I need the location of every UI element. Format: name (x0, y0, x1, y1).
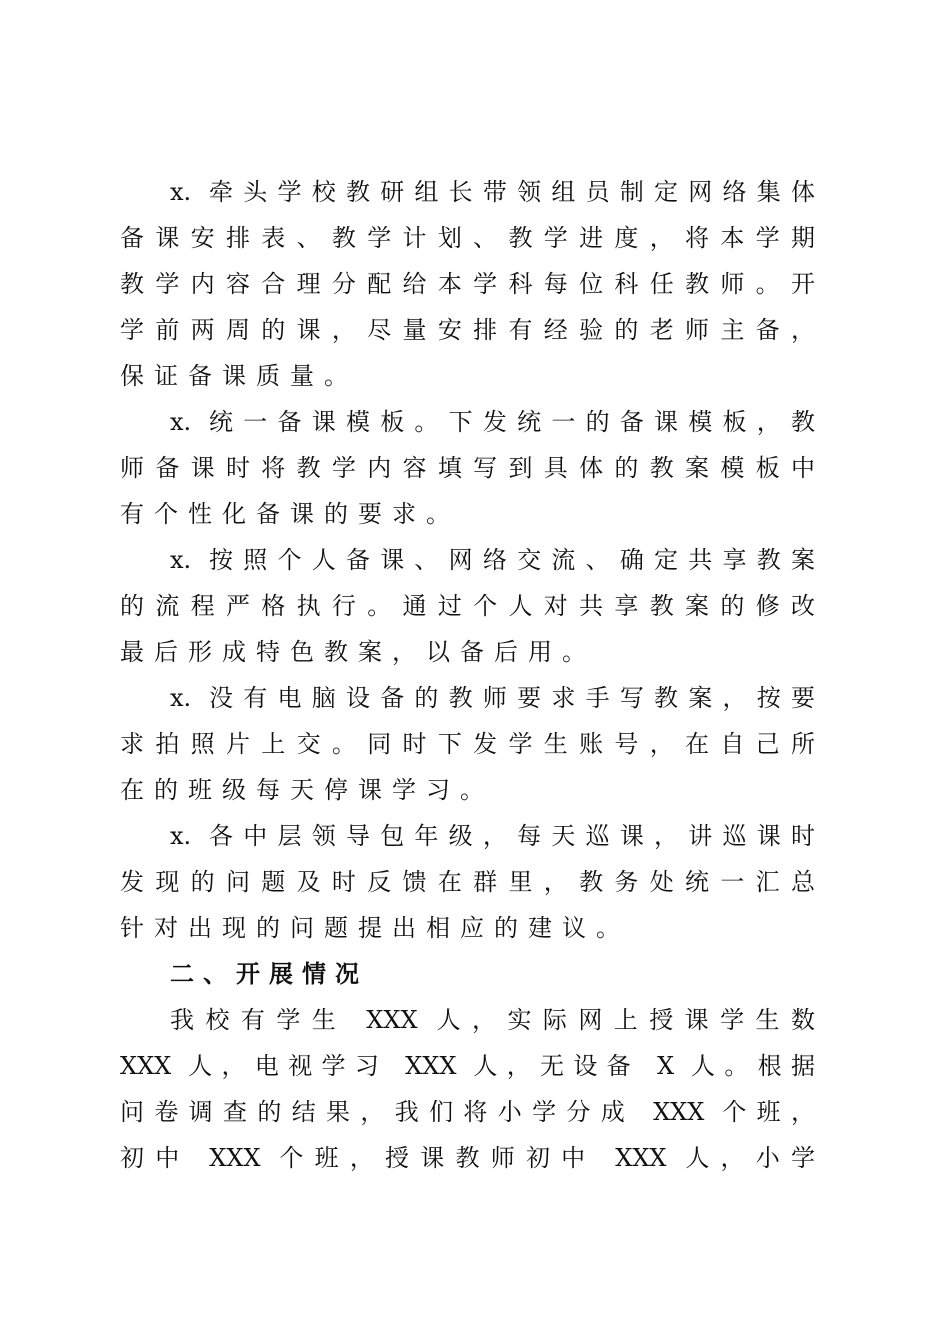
paragraph-3-line-2: 的流程严格执行。通过个人对共享教案的修改 (120, 592, 815, 620)
paragraph-2-line-3: 有个性化备课的要求。 (120, 500, 460, 528)
paragraph-5-line-3: 针对出现的问题提出相应的建议。 (120, 914, 630, 942)
paragraph-4-line-2: 求拍照片上交。同时下发学生账号，在自己所 (120, 730, 815, 758)
paragraph-1-line-1: x. 牵头学校教研组长带领组员制定网络集体 (170, 178, 815, 206)
paragraph-3-line-3: 最后形成特色教案，以备后用。 (120, 638, 596, 666)
section-paragraph-line-1: 我校有学生 XXX 人，实际网上授课学生数 (170, 1006, 815, 1034)
paragraph-2-line-2: 师备课时将教学内容填写到具体的教案模板中 (120, 454, 815, 482)
section-paragraph-line-2: XXX 人，电视学习 XXX 人，无设备 X 人。根据 (120, 1052, 815, 1080)
section-paragraph-line-3: 问卷调查的结果，我们将小学分成 XXX 个班， (120, 1098, 815, 1126)
section-heading: 二、开展情况 (170, 960, 368, 988)
paragraph-1-line-4: 学前两周的课，尽量安排有经验的老师主备， (120, 316, 815, 344)
section-paragraph-line-4: 初中 XXX 个班，授课教师初中 XXX 人，小学 (120, 1144, 815, 1172)
paragraph-1-line-2: 备课安排表、教学计划、教学进度，将本学期 (120, 224, 815, 252)
paragraph-1-line-5: 保证备课质量。 (120, 362, 358, 390)
paragraph-2-line-1: x. 统一备课模板。下发统一的备课模板，教 (170, 408, 815, 436)
paragraph-4-line-1: x. 没有电脑设备的教师要求手写教案，按要 (170, 684, 815, 712)
paragraph-3-line-1: x. 按照个人备课、网络交流、确定共享教案 (170, 546, 815, 574)
paragraph-5-line-1: x. 各中层领导包年级，每天巡课，讲巡课时 (170, 822, 815, 850)
paragraph-5-line-2: 发现的问题及时反馈在群里，教务处统一汇总 (120, 868, 815, 896)
paragraph-4-line-3: 在的班级每天停课学习。 (120, 776, 494, 804)
paragraph-1-line-3: 教学内容合理分配给本学科每位科任教师。开 (120, 270, 815, 298)
